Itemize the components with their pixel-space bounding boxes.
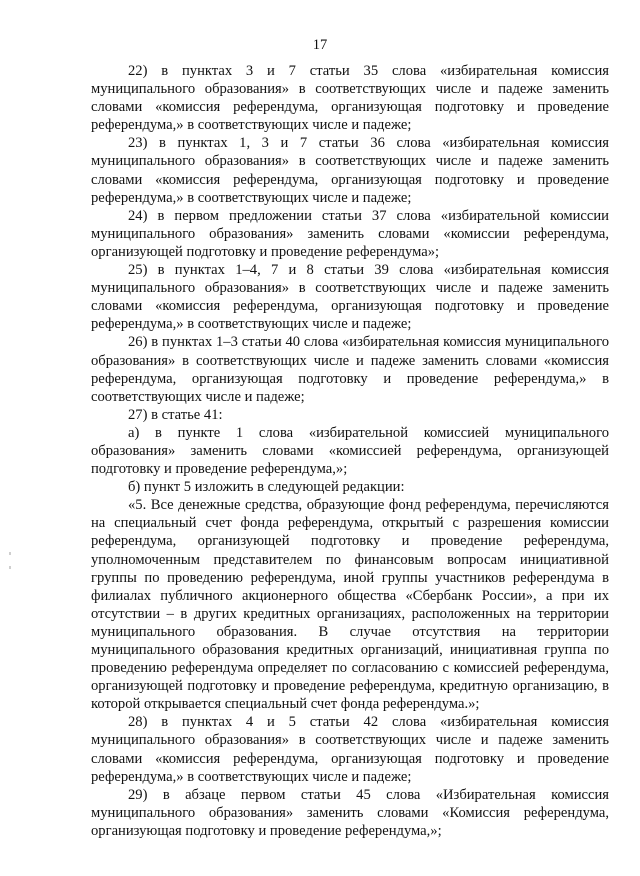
paragraph-item-28: 28) в пунктах 4 и 5 статьи 42 слова «избирательная комиссия муниципального образования» в соответствующих числе и падеже заменить словами «комиссия референдума, организующая подготовку и проведение референдума,» в соответствующих числе и падеже;: [91, 714, 609, 785]
paragraph-item-23: 23) в пунктах 1, 3 и 7 статьи 36 слова «избирательная комиссия муниципального образования» в соответствующих числе и падеже заменить словами «комиссия референдума, организующая подготовку и проведение референдума,» в соответствующих числе и падеже;: [91, 135, 609, 206]
paragraph-item-29: 29) в абзаце первом статьи 45 слова «Избирательная комиссия муниципального образования» заменить словами «Комиссия референдума, организующая подготовку и проведение референдума,»;: [91, 786, 609, 839]
subparagraph-b: б) пункт 5 изложить в следующей редакции:: [128, 479, 405, 496]
quoted-point-5: «5. Все денежные средства, образующие фонд референдума, перечисляются на специальный счет фонда референдума, открытый с разрешения комиссии референдума, организующей подготовку и проведение референдума, уполномоченным представителем по финансовым вопросам инициативной группы по проведению референдума, иной группы участников референдума в филиалах публичного акционерного общества «Сбербанк России», а при их отсутствии – в других кредитных организациях, расположенных на территории муниципального образования. В случае отсутствия на территории муниципального образования кредитных организаций, инициативная группа по проведению референдума определяет по согласованию с комиссией референдума, организующей подготовку и проведение референдума, кредитную организацию, в которой открывается специальный счет фонда референдума.»;: [91, 497, 609, 713]
paragraph-item-26: 26) в пунктах 1–3 статьи 40 слова «избирательная комиссия муниципального образования» в соответствующих числе и падеже заменить словами «комиссия референдума, организующая подготовку и проведение референдума,» в соответствующих числе и падеже;: [91, 334, 609, 405]
paragraph-item-25: 25) в пунктах 1–4, 7 и 8 статьи 39 слова «избирательная комиссия муниципального образования» в соответствующих числе и падеже заменить словами «комиссия референдума, организующая подготовку и проведение референдума,» в соответствующих числе и падеже;: [91, 262, 609, 333]
paragraph-item-22: 22) в пунктах 3 и 7 статьи 35 слова «избирательная комиссия муниципального образования» в соответствующих числе и падеже заменить словами «комиссия референдума, организующая подготовку и проведение референдума,» в соответствующих числе и падеже;: [91, 63, 609, 134]
page-number: 17: [312, 37, 328, 53]
document-body: [91, 62, 609, 840]
scan-artifact-mark: [9, 552, 11, 555]
paragraph-item-27: 27) в статье 41:: [128, 406, 223, 423]
subparagraph-a: а) в пункте 1 слова «избирательной комиссией муниципального образования» заменить словами «комиссией референдума, организующей подготовку и проведение референдума,»;: [91, 424, 609, 478]
paragraph-item-24: 24) в первом предложении статьи 37 слова «избирательной комиссии муниципального образования» заменить словами «комиссии референдума, организующей подготовку и проведение референдума»;: [91, 207, 609, 260]
scan-artifact-mark: [9, 566, 11, 569]
